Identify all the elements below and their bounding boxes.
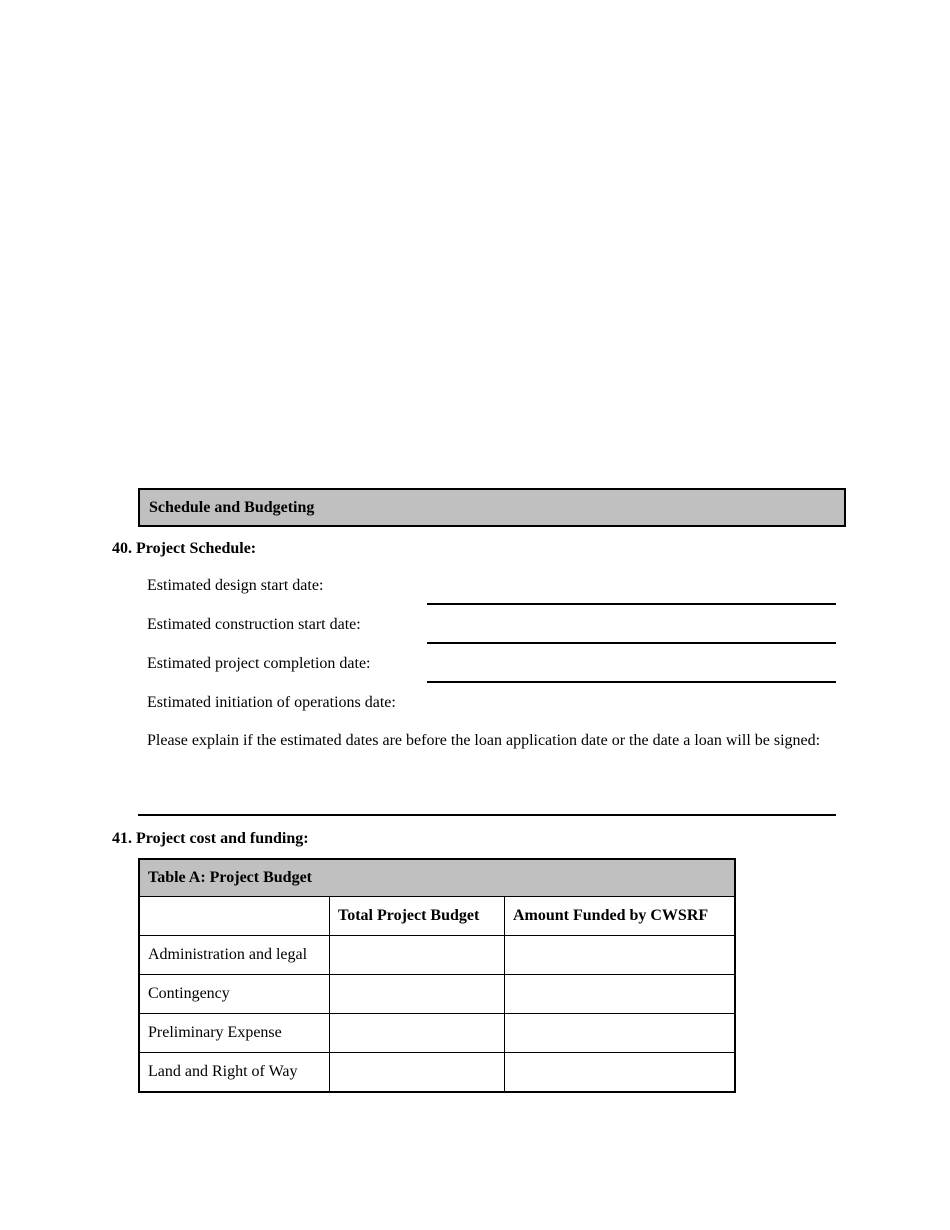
table-row-contingency bbox=[139, 975, 735, 1014]
question-41-label: 41. Project cost and funding: bbox=[112, 830, 309, 847]
row-label: Contingency bbox=[139, 975, 330, 1014]
column-header-amount-funded-by-cwsrf: Amount Funded by CWSRF bbox=[505, 897, 736, 936]
project-completion-date-input[interactable] bbox=[427, 659, 836, 683]
total-budget-cell[interactable] bbox=[330, 936, 505, 975]
row-label: Administration and legal bbox=[139, 936, 330, 975]
question-40-label: 40. Project Schedule: bbox=[112, 540, 257, 557]
cwsrf-amount-cell[interactable] bbox=[505, 936, 736, 975]
cwsrf-amount-cell[interactable] bbox=[505, 975, 736, 1014]
section-header-schedule-and-budgeting bbox=[138, 488, 846, 527]
total-budget-cell[interactable] bbox=[330, 1053, 505, 1093]
table-row-land-and-right-of-way bbox=[139, 1053, 735, 1093]
column-header-blank bbox=[139, 897, 330, 936]
budget-table-header-row bbox=[139, 897, 735, 936]
design-start-date-label: Estimated design start date: bbox=[147, 577, 324, 594]
budget-table-title: Table A: Project Budget bbox=[139, 859, 735, 897]
explain-dates-prompt: Please explain if the estimated dates are before the loan application date or the date a loan will be signed: bbox=[147, 732, 821, 749]
column-header-total-project-budget: Total Project Budget bbox=[330, 897, 505, 936]
initiation-of-operations-date-label: Estimated initiation of operations date: bbox=[147, 694, 396, 711]
row-label: Land and Right of Way bbox=[139, 1053, 330, 1093]
table-row-administration-and-legal bbox=[139, 936, 735, 975]
table-row-preliminary-expense bbox=[139, 1014, 735, 1053]
total-budget-cell[interactable] bbox=[330, 1014, 505, 1053]
construction-start-date-input[interactable] bbox=[427, 620, 836, 644]
project-completion-date-label: Estimated project completion date: bbox=[147, 655, 371, 672]
construction-start-date-label: Estimated construction start date: bbox=[147, 616, 361, 633]
total-budget-cell[interactable] bbox=[330, 975, 505, 1014]
cwsrf-amount-cell[interactable] bbox=[505, 1014, 736, 1053]
cwsrf-amount-cell[interactable] bbox=[505, 1053, 736, 1093]
section-header-title: Schedule and Budgeting bbox=[149, 498, 315, 516]
design-start-date-input[interactable] bbox=[427, 581, 836, 605]
explain-dates-answer-input[interactable] bbox=[138, 790, 836, 816]
project-budget-table bbox=[138, 858, 736, 1093]
budget-table-title-row bbox=[139, 859, 735, 897]
row-label: Preliminary Expense bbox=[139, 1014, 330, 1053]
